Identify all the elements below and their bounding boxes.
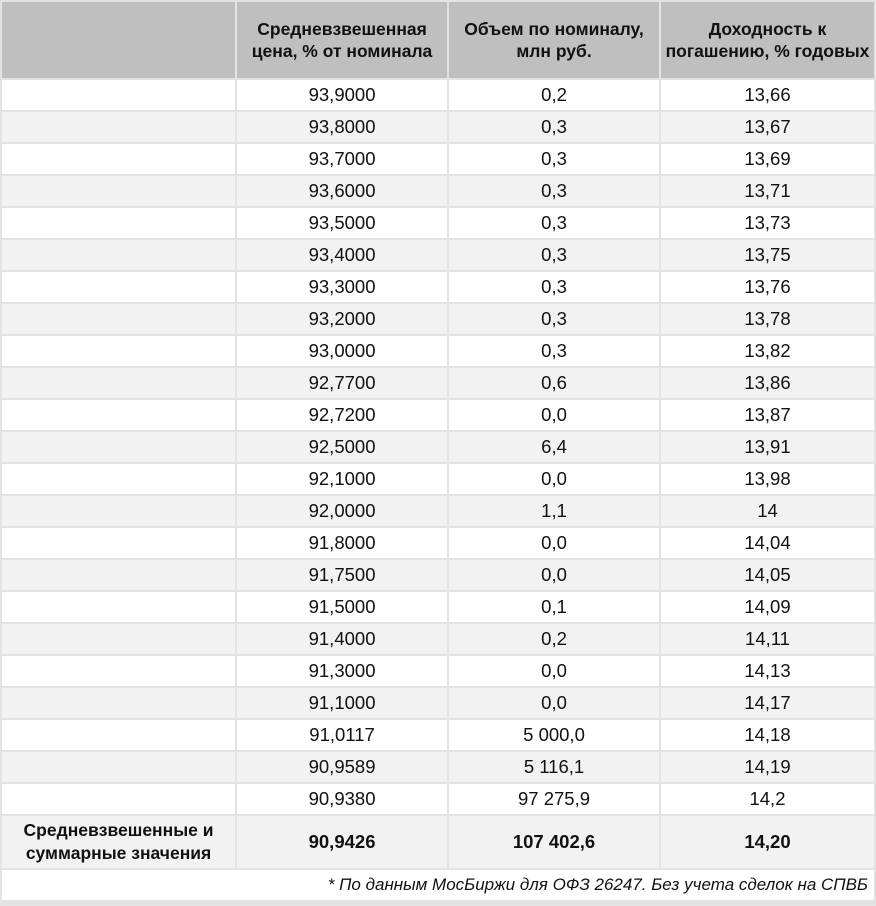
table-row <box>2 528 874 558</box>
table-row <box>2 272 874 302</box>
table-row <box>2 624 874 654</box>
table-body <box>2 80 874 900</box>
row-price: 90,9380 <box>237 784 447 814</box>
row-volume: 0,6 <box>449 368 659 398</box>
row-volume: 0,3 <box>449 208 659 238</box>
row-label <box>2 784 235 814</box>
table-row <box>2 208 874 238</box>
row-volume: 5 116,1 <box>449 752 659 782</box>
row-volume: 97 275,9 <box>449 784 659 814</box>
row-label <box>2 464 235 494</box>
row-volume: 0,2 <box>449 80 659 110</box>
row-price: 93,4000 <box>237 240 447 270</box>
table-row <box>2 432 874 462</box>
row-price: 92,7700 <box>237 368 447 398</box>
row-yield: 14 <box>661 496 874 526</box>
header-yield: Доходность к погашению, % годовых <box>661 2 874 78</box>
row-price: 91,8000 <box>237 528 447 558</box>
row-price: 91,7500 <box>237 560 447 590</box>
table-row <box>2 592 874 622</box>
row-price: 93,9000 <box>237 80 447 110</box>
row-yield: 13,75 <box>661 240 874 270</box>
row-label <box>2 208 235 238</box>
row-yield: 14,09 <box>661 592 874 622</box>
footnote: * По данным МосБиржи для ОФЗ 26247. Без учета сделок на СПВБ <box>2 870 874 900</box>
row-volume: 0,1 <box>449 592 659 622</box>
row-yield: 14,19 <box>661 752 874 782</box>
row-volume: 0,3 <box>449 112 659 142</box>
header-volume: Объем по номиналу, млн руб. <box>449 2 659 78</box>
row-yield: 13,69 <box>661 144 874 174</box>
header-label <box>2 2 235 78</box>
row-label <box>2 432 235 462</box>
table-row <box>2 304 874 334</box>
total-label: Средневзвешенные и суммарные значения <box>2 816 235 868</box>
row-yield: 13,91 <box>661 432 874 462</box>
row-volume: 0,3 <box>449 176 659 206</box>
row-price: 93,7000 <box>237 144 447 174</box>
row-yield: 14,05 <box>661 560 874 590</box>
row-volume: 5 000,0 <box>449 720 659 750</box>
row-label <box>2 304 235 334</box>
row-price: 93,8000 <box>237 112 447 142</box>
table-row <box>2 464 874 494</box>
table-row <box>2 720 874 750</box>
row-volume: 1,1 <box>449 496 659 526</box>
row-label <box>2 528 235 558</box>
row-volume: 0,3 <box>449 336 659 366</box>
row-volume: 6,4 <box>449 432 659 462</box>
row-price: 91,5000 <box>237 592 447 622</box>
row-label <box>2 176 235 206</box>
row-yield: 13,98 <box>661 464 874 494</box>
header-price: Средневзвешенная цена, % от номинала <box>237 2 447 78</box>
row-price: 93,5000 <box>237 208 447 238</box>
total-volume: 107 402,6 <box>449 816 659 868</box>
row-label <box>2 112 235 142</box>
table-row <box>2 656 874 686</box>
row-yield: 14,04 <box>661 528 874 558</box>
row-volume: 0,0 <box>449 688 659 718</box>
row-volume: 0,0 <box>449 528 659 558</box>
row-volume: 0,0 <box>449 656 659 686</box>
row-yield: 13,86 <box>661 368 874 398</box>
row-price: 92,7200 <box>237 400 447 430</box>
row-volume: 0,3 <box>449 144 659 174</box>
row-volume: 0,3 <box>449 304 659 334</box>
table-row <box>2 368 874 398</box>
total-price: 90,9426 <box>237 816 447 868</box>
row-label <box>2 272 235 302</box>
table-row <box>2 144 874 174</box>
table-row <box>2 176 874 206</box>
row-price: 92,1000 <box>237 464 447 494</box>
row-price: 91,0117 <box>237 720 447 750</box>
row-label <box>2 144 235 174</box>
table-row <box>2 752 874 782</box>
table-row <box>2 112 874 142</box>
row-volume: 0,0 <box>449 400 659 430</box>
row-yield: 13,66 <box>661 80 874 110</box>
table-row <box>2 80 874 110</box>
row-price: 93,0000 <box>237 336 447 366</box>
row-yield: 13,67 <box>661 112 874 142</box>
row-yield: 13,87 <box>661 400 874 430</box>
row-yield: 13,73 <box>661 208 874 238</box>
row-volume: 0,0 <box>449 560 659 590</box>
header-row <box>2 2 874 78</box>
table-row <box>2 784 874 814</box>
row-yield: 13,71 <box>661 176 874 206</box>
footnote-row <box>2 870 874 900</box>
row-label <box>2 496 235 526</box>
row-price: 92,5000 <box>237 432 447 462</box>
table-row <box>2 560 874 590</box>
row-yield: 14,18 <box>661 720 874 750</box>
row-volume: 0,3 <box>449 272 659 302</box>
row-price: 90,9589 <box>237 752 447 782</box>
row-price: 93,6000 <box>237 176 447 206</box>
row-label <box>2 592 235 622</box>
row-volume: 0,0 <box>449 464 659 494</box>
row-label <box>2 720 235 750</box>
row-yield: 13,78 <box>661 304 874 334</box>
row-yield: 13,82 <box>661 336 874 366</box>
row-label <box>2 752 235 782</box>
row-label <box>2 80 235 110</box>
row-label <box>2 400 235 430</box>
row-price: 91,1000 <box>237 688 447 718</box>
row-label <box>2 656 235 686</box>
row-yield: 13,76 <box>661 272 874 302</box>
row-label <box>2 368 235 398</box>
table-row <box>2 688 874 718</box>
table-row <box>2 400 874 430</box>
row-volume: 0,3 <box>449 240 659 270</box>
table-row <box>2 496 874 526</box>
row-yield: 14,17 <box>661 688 874 718</box>
row-price: 93,3000 <box>237 272 447 302</box>
row-label <box>2 336 235 366</box>
table-row <box>2 336 874 366</box>
row-label <box>2 688 235 718</box>
row-yield: 14,2 <box>661 784 874 814</box>
row-yield: 14,11 <box>661 624 874 654</box>
row-yield: 14,13 <box>661 656 874 686</box>
row-label <box>2 560 235 590</box>
row-price: 91,3000 <box>237 656 447 686</box>
row-volume: 0,2 <box>449 624 659 654</box>
row-price: 92,0000 <box>237 496 447 526</box>
row-label <box>2 240 235 270</box>
table-row <box>2 240 874 270</box>
row-price: 91,4000 <box>237 624 447 654</box>
row-price: 93,2000 <box>237 304 447 334</box>
totals-row <box>2 816 874 868</box>
row-label <box>2 624 235 654</box>
total-yield: 14,20 <box>661 816 874 868</box>
